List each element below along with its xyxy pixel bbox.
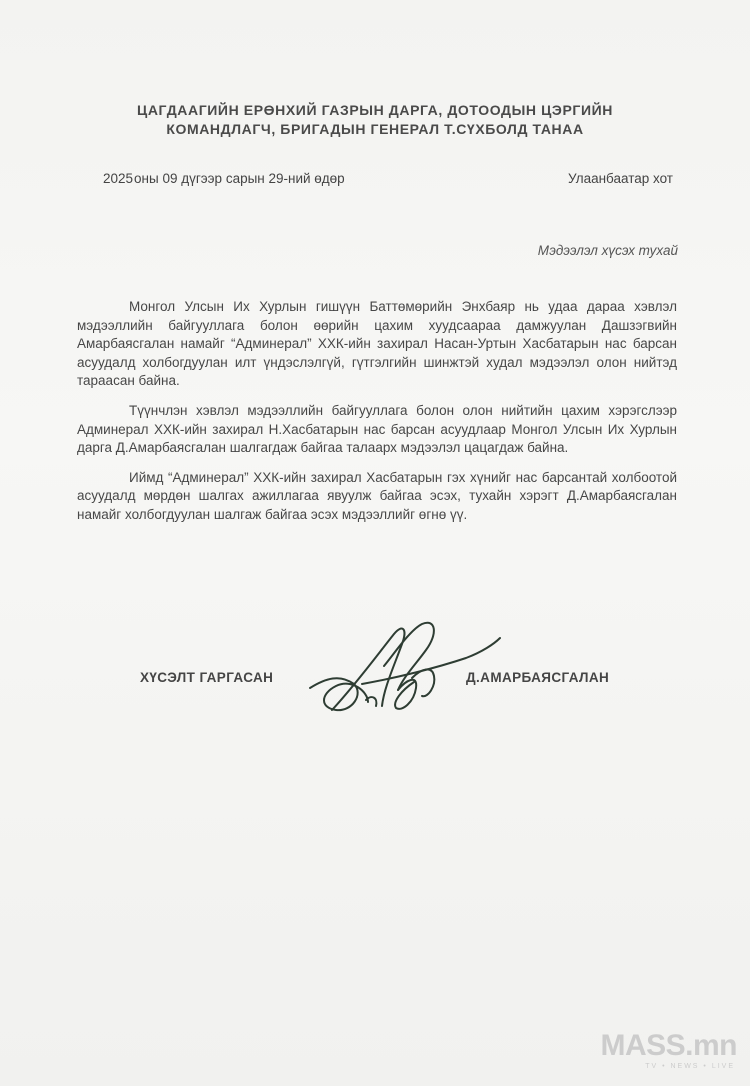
body-paragraph-1: Монгол Улсын Их Хурлын гишүүн Баттөмөрийн Энхбаяр нь удаа дараа хэвлэл мэдээллийн байгууллага болон өөрийн цахим хуудсаараа дамжуулан Дашзэгвийн Амарбаясгалан намайг “Админерал” ХХК-ийн захирал Насан-Уртын Хасбатарын нас барсан асуудалд холбогдуулан илт үндэслэлгүй, гүтгэлгийн шинжтэй худал мэдээлэл олон нийтэд тараасан байна.: [77, 299, 677, 389]
date-year: 2025: [103, 171, 134, 186]
body-paragraph-2: Түүнчлэн хэвлэл мэдээллийн байгууллага болон олон нийтийн цахим хэрэгслээр Админерал ХХК-ийн захирал Н.Хасбатарын нас барсан асуудлаар Монгол Улсын Их Хурлын дарга Д.Амарбаясгалан шалгагдаж байгаа талаарх мэдээлэл цацагдаж байна.: [77, 402, 677, 456]
signature-role-label: ХҮСЭЛТ ГАРГАСАН: [140, 670, 274, 685]
document-body: [77, 298, 677, 536]
addressee-line-1: ЦАГДААГИЙН ЕРӨНХИЙ ГАЗРЫН ДАРГА, ДОТООДЫН ЦЭРГИЙН: [137, 102, 613, 118]
handwritten-signature-icon: [306, 614, 502, 718]
document-subject: Мэдээлэл хүсэх тухай: [537, 243, 678, 258]
body-paragraph-3: Иймд “Админерал” ХХК-ийн захирал Хасбатарын гэх хүнийг нас барсантай холбоотой асуудалд мөрдөн шалгах ажиллагаа явуулж байгаа эсэх, тухайн хэрэгт Д.Амарбаясгалан намайг холбогдуулан шалгаж байгаа эсэх мэдээллийг өгнө үү.: [77, 469, 677, 522]
watermark-tagline: TV • NEWS • LIVE: [645, 1063, 735, 1070]
document-date: [103, 171, 345, 186]
document-city: Улаанбаатар хот: [568, 171, 673, 186]
addressee-line-2: КОМАНДЛАГЧ, БРИГАДЫН ГЕНЕРАЛ Т.СҮХБОЛД ТАНАА: [166, 121, 584, 137]
signatory-name: Д.АМАРБАЯСГАЛАН: [466, 670, 610, 685]
addressee-header: [60, 101, 690, 139]
watermark-logo: MASS.mn: [600, 1029, 737, 1062]
mass-mn-watermark: [600, 1031, 737, 1070]
date-text: оны 09 дүгээр сарын 29-ний өдөр: [134, 171, 345, 186]
